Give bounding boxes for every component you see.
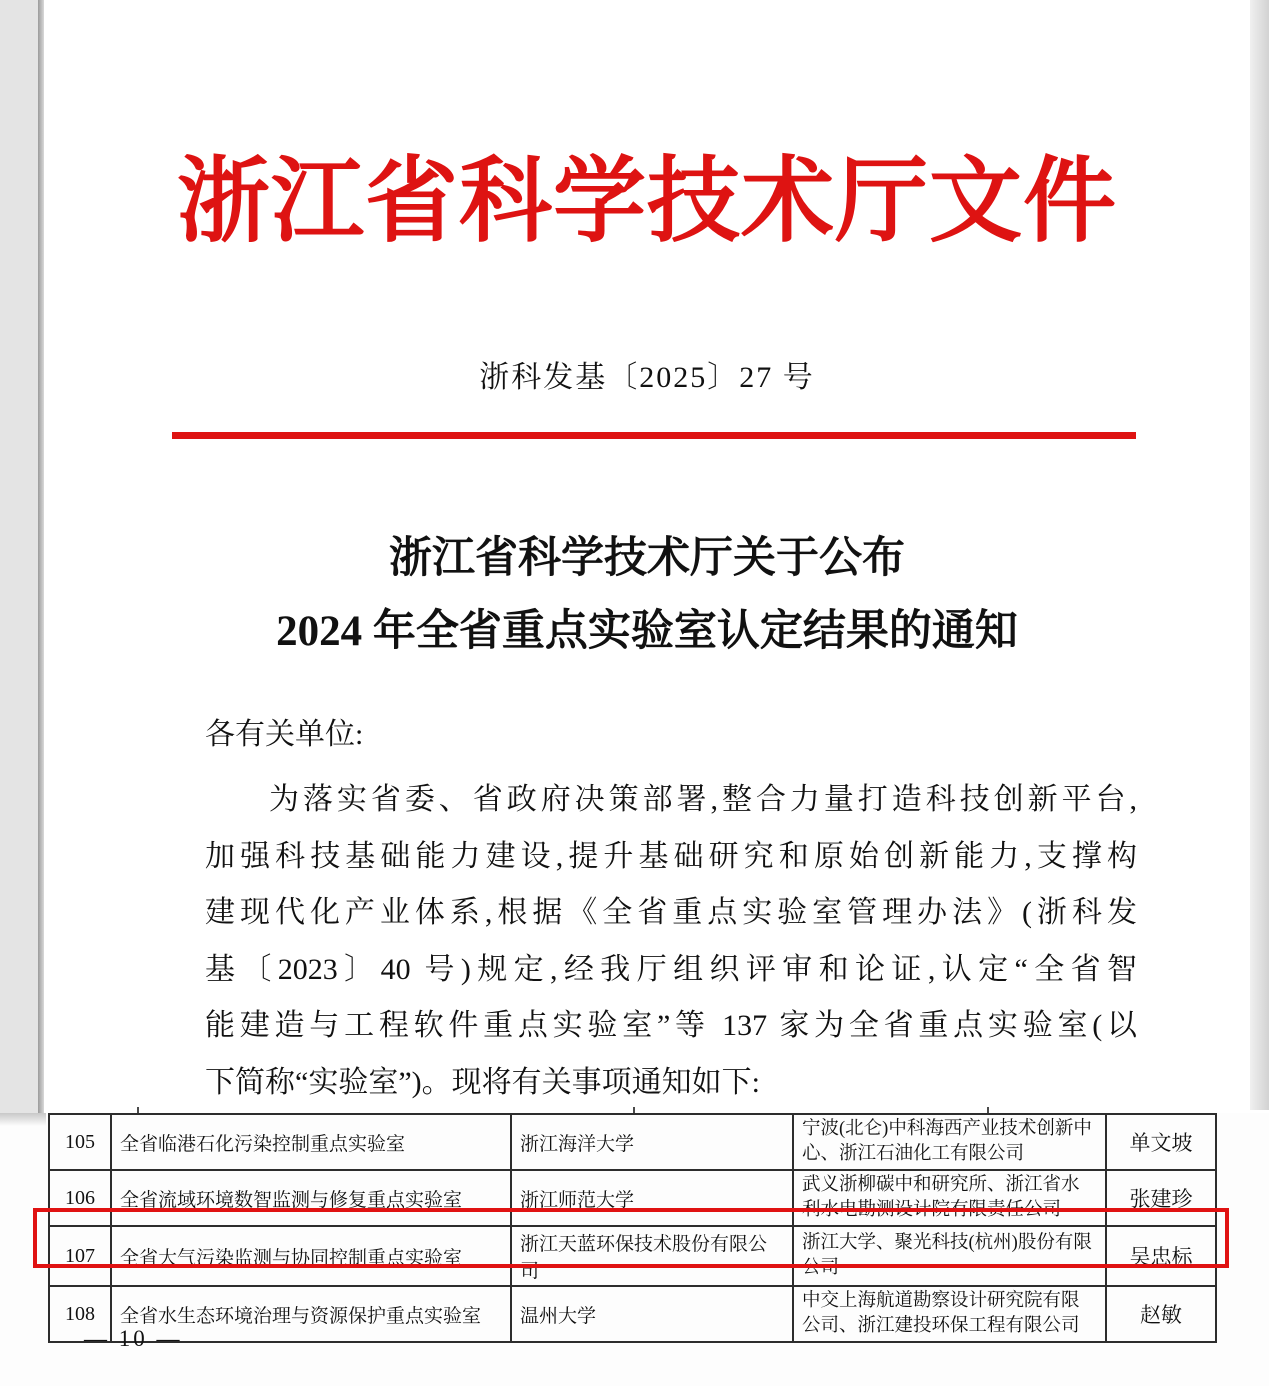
red-divider-rule (172, 432, 1136, 439)
cell-lab-name: 全省流域环境数智监测与修复重点实验室 (111, 1170, 511, 1226)
body-line: 建现代化产业体系,根据《全省重点实验室管理办法》(浙科发 (205, 896, 1137, 929)
salutation: 各有关单位: (205, 718, 364, 751)
cell-institution: 温州大学 (511, 1286, 793, 1342)
cell-partners: 武义浙柳碳中和研究所、浙江省水利水电勘测设计院有限责任公司 (793, 1170, 1106, 1226)
cell-number: 105 (49, 1114, 111, 1170)
cell-partners: 宁波(北仑)中科海西产业技术创新中心、浙江石油化工有限公司 (793, 1114, 1106, 1170)
notice-title-line-1: 浙江省科学技术厅关于公布 (389, 535, 905, 582)
notice-title (44, 522, 1250, 668)
cell-number: 108 (49, 1286, 111, 1342)
scan-background-right (1250, 0, 1269, 1110)
table-row (49, 1286, 1216, 1342)
notice-title-line-2: 2024 年全省重点实验室认定结果的通知 (276, 608, 1018, 655)
laboratory-results-table (48, 1113, 1217, 1343)
table-row (49, 1226, 1216, 1286)
table-row (49, 1114, 1216, 1170)
cell-director: 吴忠标 (1106, 1226, 1216, 1286)
body-line: 基〔2023〕40 号)规定,经我厅组织评审和论证,认定“全省智 (205, 952, 1137, 986)
cell-lab-name: 全省大气污染监测与协同控制重点实验室 (111, 1226, 511, 1286)
cell-institution: 浙江师范大学 (511, 1170, 793, 1226)
body-line: 加强科技基础能力建设,提升基础研究和原始创新能力,支撑构 (205, 839, 1137, 873)
cell-lab-name: 全省临港石化污染控制重点实验室 (111, 1114, 511, 1170)
notice-body (205, 712, 1137, 1111)
page-number: — 10 — (84, 1326, 183, 1351)
table-row (49, 1170, 1216, 1226)
body-line: 能建造与工程软件重点实验室”等 137 家为全省重点实验室(以 (205, 1009, 1137, 1042)
scan-junction-shadow (0, 1113, 46, 1126)
cell-institution: 浙江海洋大学 (511, 1114, 793, 1170)
cell-director: 赵敏 (1106, 1286, 1216, 1342)
cell-partners: 浙江大学、聚光科技(杭州)股份有限公司 (793, 1226, 1106, 1286)
cell-number: 106 (49, 1170, 111, 1226)
laboratory-table-section (0, 1113, 1269, 1386)
body-line: 为落实省委、省政府决策部署,整合力量打造科技创新平台, (269, 783, 1137, 816)
body-line: 下简称“实验室”)。现将有关事项通知如下: (205, 1065, 760, 1099)
cell-director: 张建珍 (1106, 1170, 1216, 1226)
cell-partners: 中交上海航道勘察设计研究院有限公司、浙江建投环保工程有限公司 (793, 1286, 1106, 1342)
cell-director: 单文坡 (1106, 1114, 1216, 1170)
letterhead-title: 浙江省科学技术厅文件 (177, 151, 1117, 254)
cell-number: 107 (49, 1226, 111, 1286)
scan-background-left (0, 0, 38, 1113)
document-number: 浙科发基〔2025〕27 号 (479, 361, 815, 394)
cell-institution: 浙江天蓝环保技术股份有限公司 (511, 1226, 793, 1286)
cell-lab-name: 全省水生态环境治理与资源保护重点实验室 (111, 1286, 511, 1342)
